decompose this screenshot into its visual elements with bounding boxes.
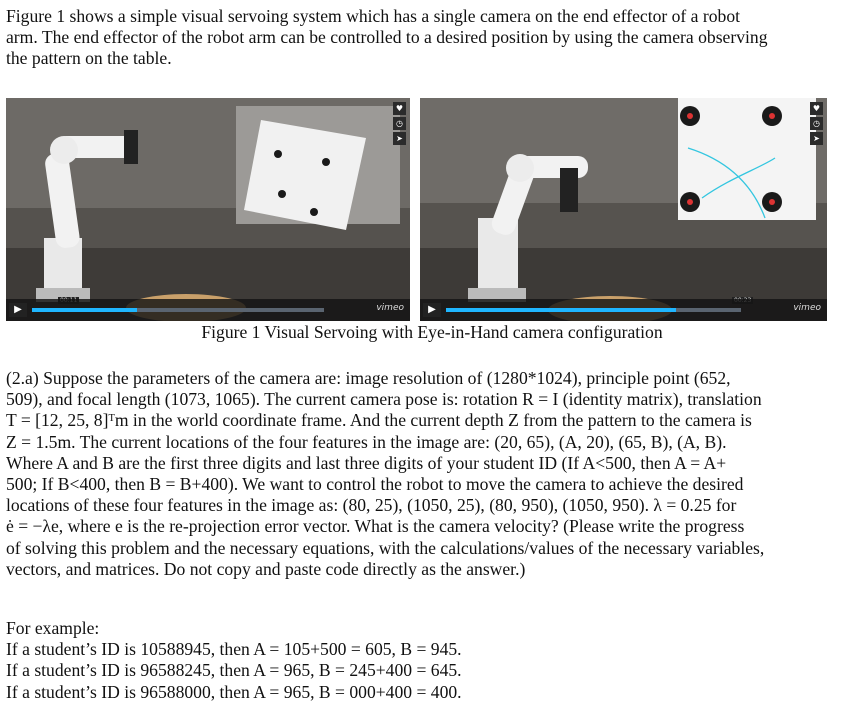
- problem-line: 509), and focal length (1073, 1065). The current camera pose is: rotation R = I (identity matrix), translation: [6, 389, 762, 410]
- robot-video-frame-left: [6, 98, 410, 321]
- problem-line: T = [12, 25, 8]ᵀm in the world coordinate frame. And the current depth Z from the pattern to the camera is: [6, 410, 752, 431]
- robot-video-frame-right: [420, 98, 827, 321]
- progress-bar[interactable]: [32, 308, 324, 312]
- intro-line: the pattern on the table.: [6, 48, 172, 69]
- vimeo-logo[interactable]: vimeo: [793, 303, 821, 313]
- progress-bar[interactable]: [446, 308, 741, 312]
- problem-line: locations of these four features in the image as: (80, 25), (1050, 25), (80, 950), (1050, 950). λ = 0.25 for: [6, 495, 737, 516]
- play-icon[interactable]: ▶: [423, 303, 441, 317]
- problem-line: 500; If B<400, then B = B+400). We want to control the robot to move the camera to achieve the desired: [6, 474, 744, 495]
- play-icon[interactable]: ▶: [9, 303, 27, 317]
- examples-heading: For example:: [6, 618, 100, 638]
- heart-icon[interactable]: ♥: [810, 102, 823, 115]
- video-control-bar: [6, 299, 410, 321]
- send-icon[interactable]: ➤: [810, 132, 823, 145]
- figure-caption: Figure 1 Visual Servoing with Eye-in-Hand camera configuration: [201, 322, 663, 342]
- vimeo-logo[interactable]: vimeo: [376, 303, 404, 313]
- side-controls: [393, 102, 406, 147]
- side-controls: [810, 102, 823, 147]
- intro-paragraph: [6, 6, 852, 70]
- video-player-left[interactable]: [6, 98, 410, 321]
- progress-fill: [32, 308, 137, 312]
- problem-line: vectors, and matrices. Do not copy and paste code directly as the answer.): [6, 558, 526, 579]
- send-icon[interactable]: ➤: [393, 132, 406, 145]
- progress-fill: [446, 308, 676, 312]
- example-line: If a student’s ID is 10588945, then A = 105+500 = 605, B = 945.: [6, 639, 462, 660]
- example-line: If a student’s ID is 96588245, then A = 965, B = 245+400 = 645.: [6, 660, 462, 681]
- intro-line: arm. The end effector of the robot arm can be controlled to a desired position by using the camera observing: [6, 27, 768, 48]
- video-player-right[interactable]: [420, 98, 827, 321]
- example-line: If a student’s ID is 96588000, then A = 965, B = 000+400 = 400.: [6, 681, 462, 702]
- video-control-bar: [420, 299, 827, 321]
- problem-paragraph: [6, 368, 852, 580]
- problem-line: of solving this problem and the necessary equations, with the calculations/values of the necessary variables,: [6, 537, 765, 558]
- problem-line: ė = −λe, where e is the re-projection error vector. What is the camera velocity? (Please write the progress: [6, 516, 745, 537]
- problem-line: Z = 1.5m. The current locations of the four features in the image are: (20, 65), (A, 20), (65, B), (A, B).: [6, 431, 727, 452]
- clock-icon[interactable]: ◷: [810, 117, 823, 130]
- intro-line: Figure 1 shows a simple visual servoing system which has a single camera on the end effector of a robot: [6, 6, 741, 26]
- problem-line: Where A and B are the first three digits and last three digits of your student ID (If A<500, then A = A+: [6, 452, 727, 473]
- examples-section: [6, 618, 852, 703]
- problem-line: (2.a) Suppose the parameters of the camera are: image resolution of (1280*1024), principle point (652,: [6, 368, 731, 388]
- clock-icon[interactable]: ◷: [393, 117, 406, 130]
- heart-icon[interactable]: ♥: [393, 102, 406, 115]
